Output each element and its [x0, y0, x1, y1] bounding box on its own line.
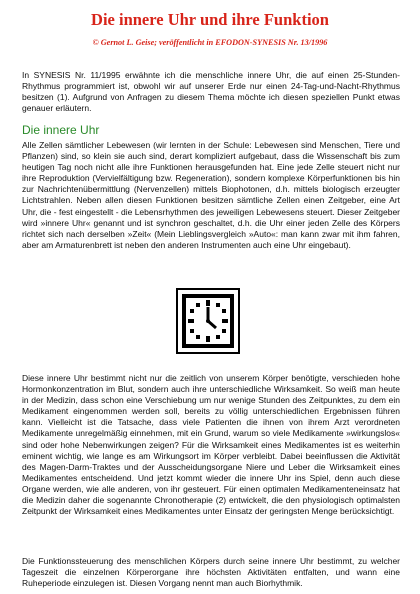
page-title: Die innere Uhr und ihre Funktion [91, 10, 329, 29]
paragraph-2: Diese innere Uhr bestimmt nicht nur die zeitlich von unserem Körper benötigte, verschieden hohe Hormonkonzentration im Blut, sondern auch ihre unterschiedliche Wirksamkeit. So weiß man heute in der Medizin, dass schon eine Verschiebung um nur wenige Stunden des Zeitpunktes, zu dem ein Medikament eingenommen werden soll, bereits zu völlig unterschiedlichen Ergebnissen führen kann. Vielleicht ist die Tatsache, dass viele Patienten die ihnen von ihrem Arzt verordneten Medikamente unregelmäßig einnehmen, mit ein Grund, warum so viele Medikamente »wirkungslos« sind oder hohe Nebenwirkungen zeigen? Für die Wirksamkeit eines Medikamentes ist es weiterhin eminent wichtig, wie lange es am Wirkungsort im Körper verbleibt. Dabei beeinflussen die Aktivität des Magen-Darm-Traktes und der Ausscheidungsorgane Niere und Leber die Wirksamkeit eines Medikamentes entscheidend. Und jetzt kommt wieder die innere Uhr ins Spiel, denn auch diese Organe werden, wie alle anderen, von ihr gesteuert. Für einen optimalen Medikamenteneinsatz hat die Medizin daher die sogenannte Chronotherapie (2) entwickelt, die den physiologisch optimalsten Zeitpunkt der Wirksamkeit eines Medikamentes unter Einsatz der geringsten Menge berücksichtigt. [22, 373, 400, 517]
copyright-line: © Gernot L. Geise; veröffentlicht in EFODON-SYNESIS Nr. 13/1996 [92, 38, 328, 47]
intro-paragraph: In SYNESIS Nr. 11/1995 erwähnte ich die menschliche innere Uhr, die auf einen 25-Stunden-Rhythmus programmiert ist, obwohl wir auf unserer Erde nur einen 24-Tag-und-Nacht-Rhythmus besitzen (1). Aufgrund von Anfragen zu diesem Thema möchte ich diesen speziellen Punkt etwas genauer erläutern. [22, 70, 400, 114]
paragraph-3: Die Funktionssteuerung des menschlichen Körpers durch seine innere Uhr bestimmt, zu welcher Tageszeit die einzelnen Körperorgane ihre höchsten Aktivitäten entfalten, und wann eine Ruheperiode einzulegen ist. Diesen Vorgang nennt man auch Biorhythmik. [22, 556, 400, 589]
paragraph-1: Alle Zellen sämtlicher Lebewesen (wir lernten in der Schule: Lebewesen sind Menschen, Tiere und Pflanzen) sind, so klein sie auch sind, derart kompliziert aufgebaut, dass die Wissenschaft bis zum heutigen Tag noch nicht alle ihre Funktionen herausgefunden hat. Eine jede Zelle steuert nicht nur ihre Reproduktion (Vervielfältigung bzw. Regeneration), sondern komplexe Körperfunktionen bis hin zur Nachrichtenübermittlung (Nervenzellen) mittels Biophotonen, d.h. mittels biologisch erzeugter Lichtstrahlen. Neben allen diesen Funktionen besitzen sämtliche Zellen einen Zeitgeber, eine Art Uhr, die - fest eingestellt - die Lebensrhythmen des jeweiligen Lebewesens steuert. Dieser Zeitgeber wird »innere Uhr« genannt und ist synchron geschaltet, d.h. die Uhr einer jeden Zelle des Körpers richtet sich nach derselben »Zeit« (Mein Lieblingsvergleich »Auto«: man kann zwar mit ihm fahren, aber am Armaturenbrett ist neben den anderen Instrumenten auch eine Uhr eingebaut). [22, 140, 400, 250]
section-heading: Die innere Uhr [22, 123, 100, 137]
clock-icon [176, 288, 240, 354]
